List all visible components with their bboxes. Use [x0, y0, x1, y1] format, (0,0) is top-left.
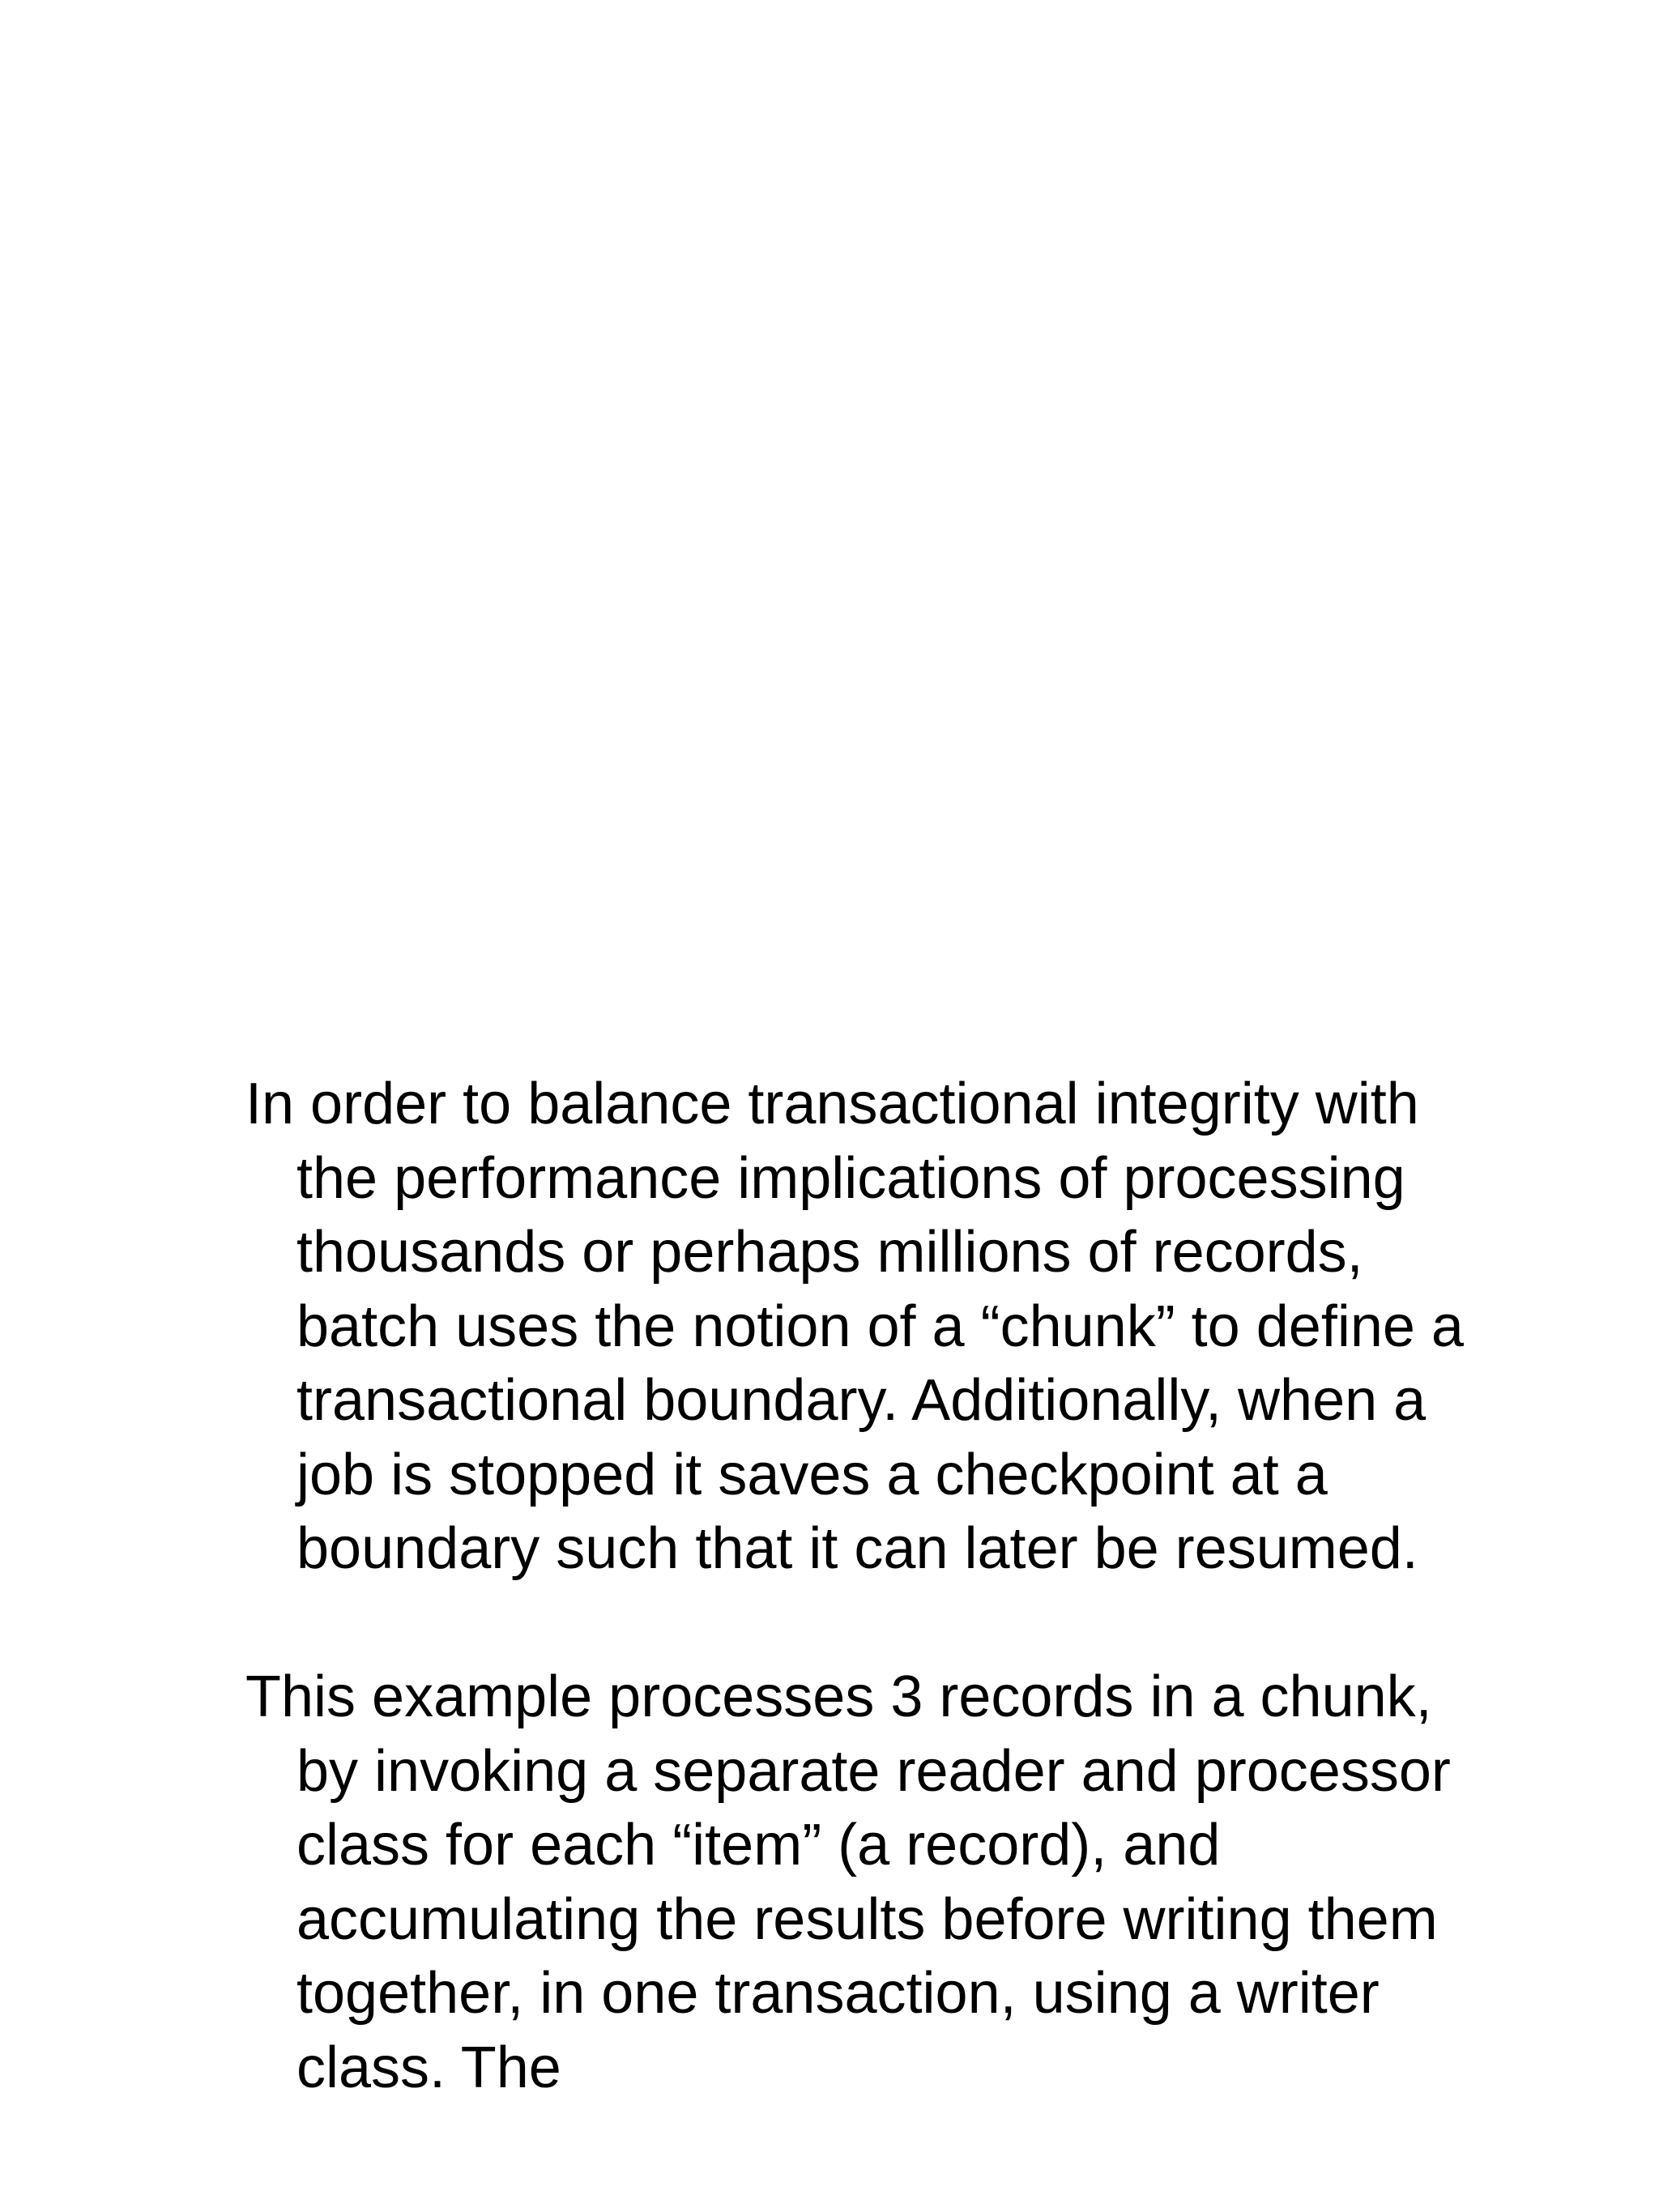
paragraph-chunk-intro: In order to balance transactional integrity with the performance implications of processing thousands or perhaps millions of records, batch uses the notion of a “chunk” to define a transactional boundary. Additionally, when a job is stopped it saves a checkpoint at a boundary such that it can later be resumed.	[245, 1072, 1464, 1581]
body-text	[245, 1068, 1509, 2105]
paragraph-example: This example processes 3 records in a chunk, by invoking a separate reader and processor class for each “item” (a record), and accumulating the results before writing them together, in one transaction, using a writer class. The	[245, 1664, 1451, 2100]
